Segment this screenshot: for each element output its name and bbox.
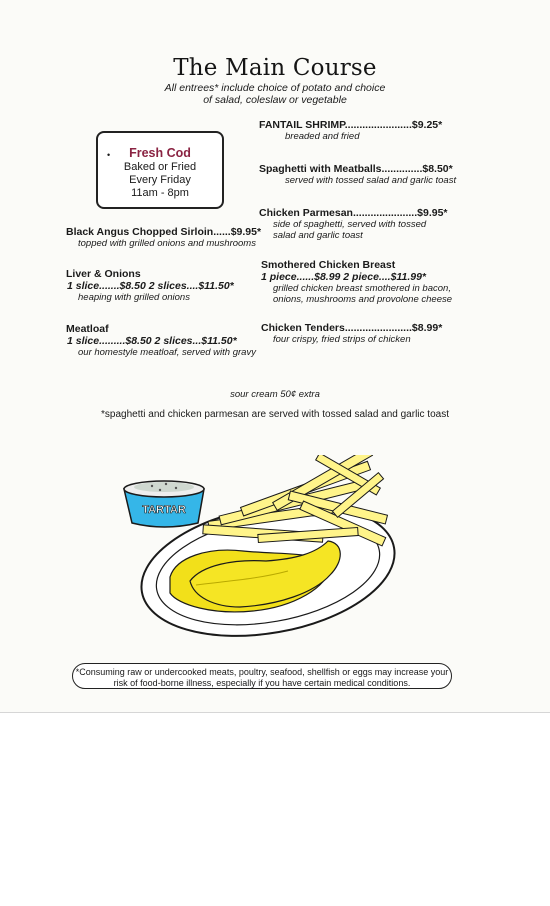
item-name: Black Angus Chopped Sirloin......$9.95* <box>66 226 262 238</box>
item-name: Chicken Tenders.......................$8.99* <box>261 322 443 334</box>
special-box <box>96 131 224 209</box>
menu-item-fantail-shrimp <box>259 119 442 142</box>
fries-icon <box>203 455 388 546</box>
item-name: Meatloaf <box>66 323 109 335</box>
item-name: Smothered Chicken Breast <box>261 259 396 271</box>
item-name: FANTAIL SHRIMP.......................$9.25* <box>259 119 443 131</box>
subtitle-line-2: of salad, coleslaw or vegetable <box>203 94 347 106</box>
menu-item-chicken-tenders <box>261 322 442 345</box>
menu-item-liver-onions <box>66 268 234 303</box>
item-price-line: 1 piece......$8.99 2 piece....$11.99* <box>261 271 427 283</box>
item-desc: four crispy, fried strips of chicken <box>273 334 411 345</box>
tartar-bowl-icon <box>124 481 204 527</box>
fish-and-chips-illustration <box>118 455 408 645</box>
menu-item-meatloaf <box>66 323 256 358</box>
item-desc: breaded and fried <box>285 131 360 142</box>
menu-item-spaghetti <box>259 163 456 186</box>
item-desc-line-2: onions, mushrooms and provolone cheese <box>273 294 453 305</box>
special-line-2: Every Friday <box>129 174 191 186</box>
item-desc: our homestyle meatloaf, served with gravy <box>78 347 256 358</box>
warning-line-2: risk of food-borne illness, especially if you have certain medical conditions. <box>113 678 411 688</box>
item-name: Chicken Parmesan......................$9.95* <box>259 207 448 219</box>
special-name: Fresh Cod <box>129 146 191 160</box>
bowl-label: TARTAR <box>142 504 186 516</box>
item-desc-line-2: salad and garlic toast <box>273 230 363 241</box>
item-desc-line-1: side of spaghetti, served with tossed <box>273 219 427 230</box>
item-name: Liver & Onions <box>66 268 141 280</box>
item-desc: heaping with grilled onions <box>78 292 190 303</box>
special-line-1: Baked or Fried <box>123 161 197 173</box>
item-desc: served with tossed salad and garlic toast <box>285 175 457 186</box>
menu-item-sirloin <box>66 226 261 249</box>
item-name: Spaghetti with Meatballs..............$8.50* <box>259 163 453 175</box>
page-subtitle <box>0 82 550 106</box>
menu-item-smothered-chicken <box>261 259 452 305</box>
special-line-3: 11am - 8pm <box>131 187 189 199</box>
bullet-icon: • <box>107 150 111 160</box>
item-desc-line-1: grilled chicken breast smothered in bacon, <box>273 283 451 294</box>
item-desc: topped with grilled onions and mushrooms <box>78 238 256 249</box>
health-warning <box>72 663 452 689</box>
footnote: *spaghetti and chicken parmesan are served with tossed salad and garlic toast <box>101 409 449 420</box>
menu-item-chicken-parmesan <box>259 207 448 241</box>
sour-cream-note: sour cream 50¢ extra <box>230 389 320 400</box>
item-price-line: 1 slice.........$8.50 2 slices...$11.50* <box>67 335 237 347</box>
subtitle-line-1: All entrees* include choice of potato and choice <box>164 82 386 94</box>
warning-line-1: *Consuming raw or undercooked meats, poultry, seafood, shellfish or eggs may increase your <box>75 667 449 677</box>
item-price-line: 1 slice.......$8.50 2 slices....$11.50* <box>67 280 234 292</box>
page-title: The Main Course <box>173 55 377 81</box>
